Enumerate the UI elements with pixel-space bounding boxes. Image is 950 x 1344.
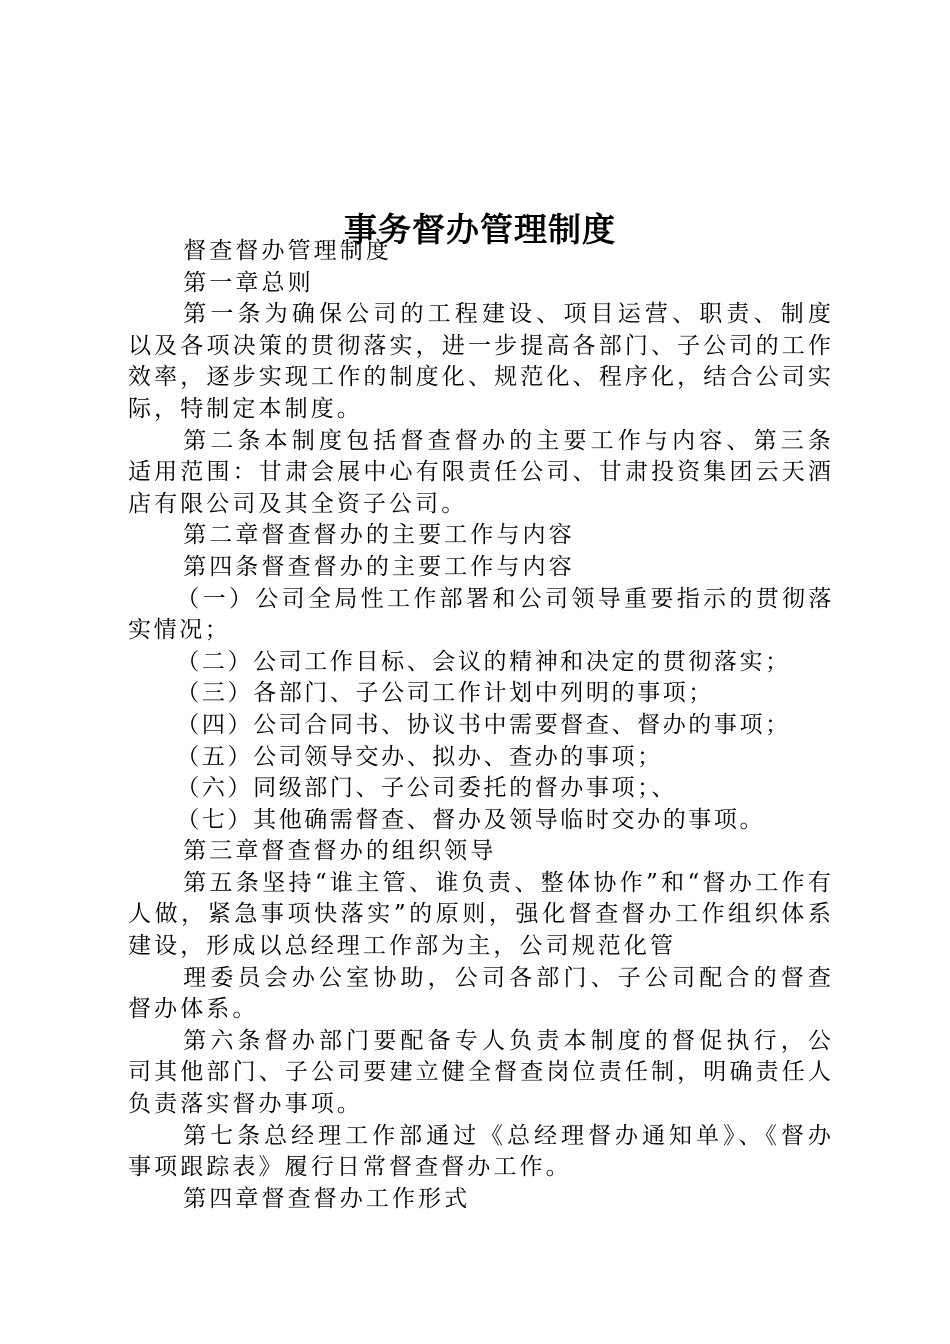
list-item-paragraph: （七）其他确需督查、督办及领导临时交办的事项。	[176, 806, 766, 833]
body-paragraph: 第七条总经理工作部通过《总经理督办通知单》、《督办事项跟踪表》履行日常督查督办工作。	[128, 1122, 834, 1181]
body-paragraph: 第二章督查督办的主要工作与内容	[183, 522, 575, 549]
body-paragraph: 督查督办管理制度	[183, 238, 392, 264]
list-item-paragraph: （二）公司工作目标、会议的精神和决定的贯彻落实；	[176, 648, 791, 675]
list-item-paragraph: （五）公司领导交办、拟办、查办的事项；	[176, 743, 663, 770]
list-item-paragraph: （四）公司合同书、协议书中需要督查、督办的事项；	[176, 711, 791, 738]
body-paragraph: 第二条本制度包括督查督办的主要工作与内容、第三条适用范围：甘肃会展中心有限责任公司、甘肃投资集团云天酒店有限公司及其全资子公司。	[128, 427, 834, 517]
body-paragraph: 第四章督查督办工作形式	[183, 1185, 471, 1212]
body-paragraph: 第一章总则	[183, 269, 314, 296]
list-item-paragraph: （六）同级部门、子公司委托的督办事项；、	[176, 775, 677, 802]
body-paragraph: 理委员会办公室协助，公司各部门、子公司配合的督查督办体系。	[128, 964, 834, 1023]
body-paragraph: 第三章督查督办的组织领导	[183, 838, 497, 865]
document-body	[128, 236, 834, 1215]
body-paragraph: 第一条为确保公司的工程建设、项目运营、职责、制度以及各项决策的贯彻落实，进一步提高各部门、子公司的工作效率，逐步实现工作的制度化、规范化、程序化，结合公司实际，特制定本制度。	[128, 301, 834, 422]
body-paragraph: 第六条督办部门要配备专人负责本制度的督促执行，公司其他部门、子公司要建立健全督查岗位责任制，明确责任人负责落实督办事项。	[128, 1027, 834, 1118]
body-paragraph: 第五条坚持“谁主管、谁负责、整体协作”和“督办工作有人做，紧急事项快落实”的原则，强化督查督办工作组织体系建设，形成以总经理工作部为主，公司规范化管	[128, 869, 834, 960]
document-title: 事务督办管理制度	[344, 210, 616, 250]
list-item-paragraph: （一）公司全局性工作部署和公司领导重要指示的贯彻落实情况；	[128, 585, 834, 644]
list-item-paragraph: （三）各部门、子公司工作计划中列明的事项；	[176, 680, 714, 707]
body-paragraph: 第四条督查督办的主要工作与内容	[183, 553, 575, 580]
